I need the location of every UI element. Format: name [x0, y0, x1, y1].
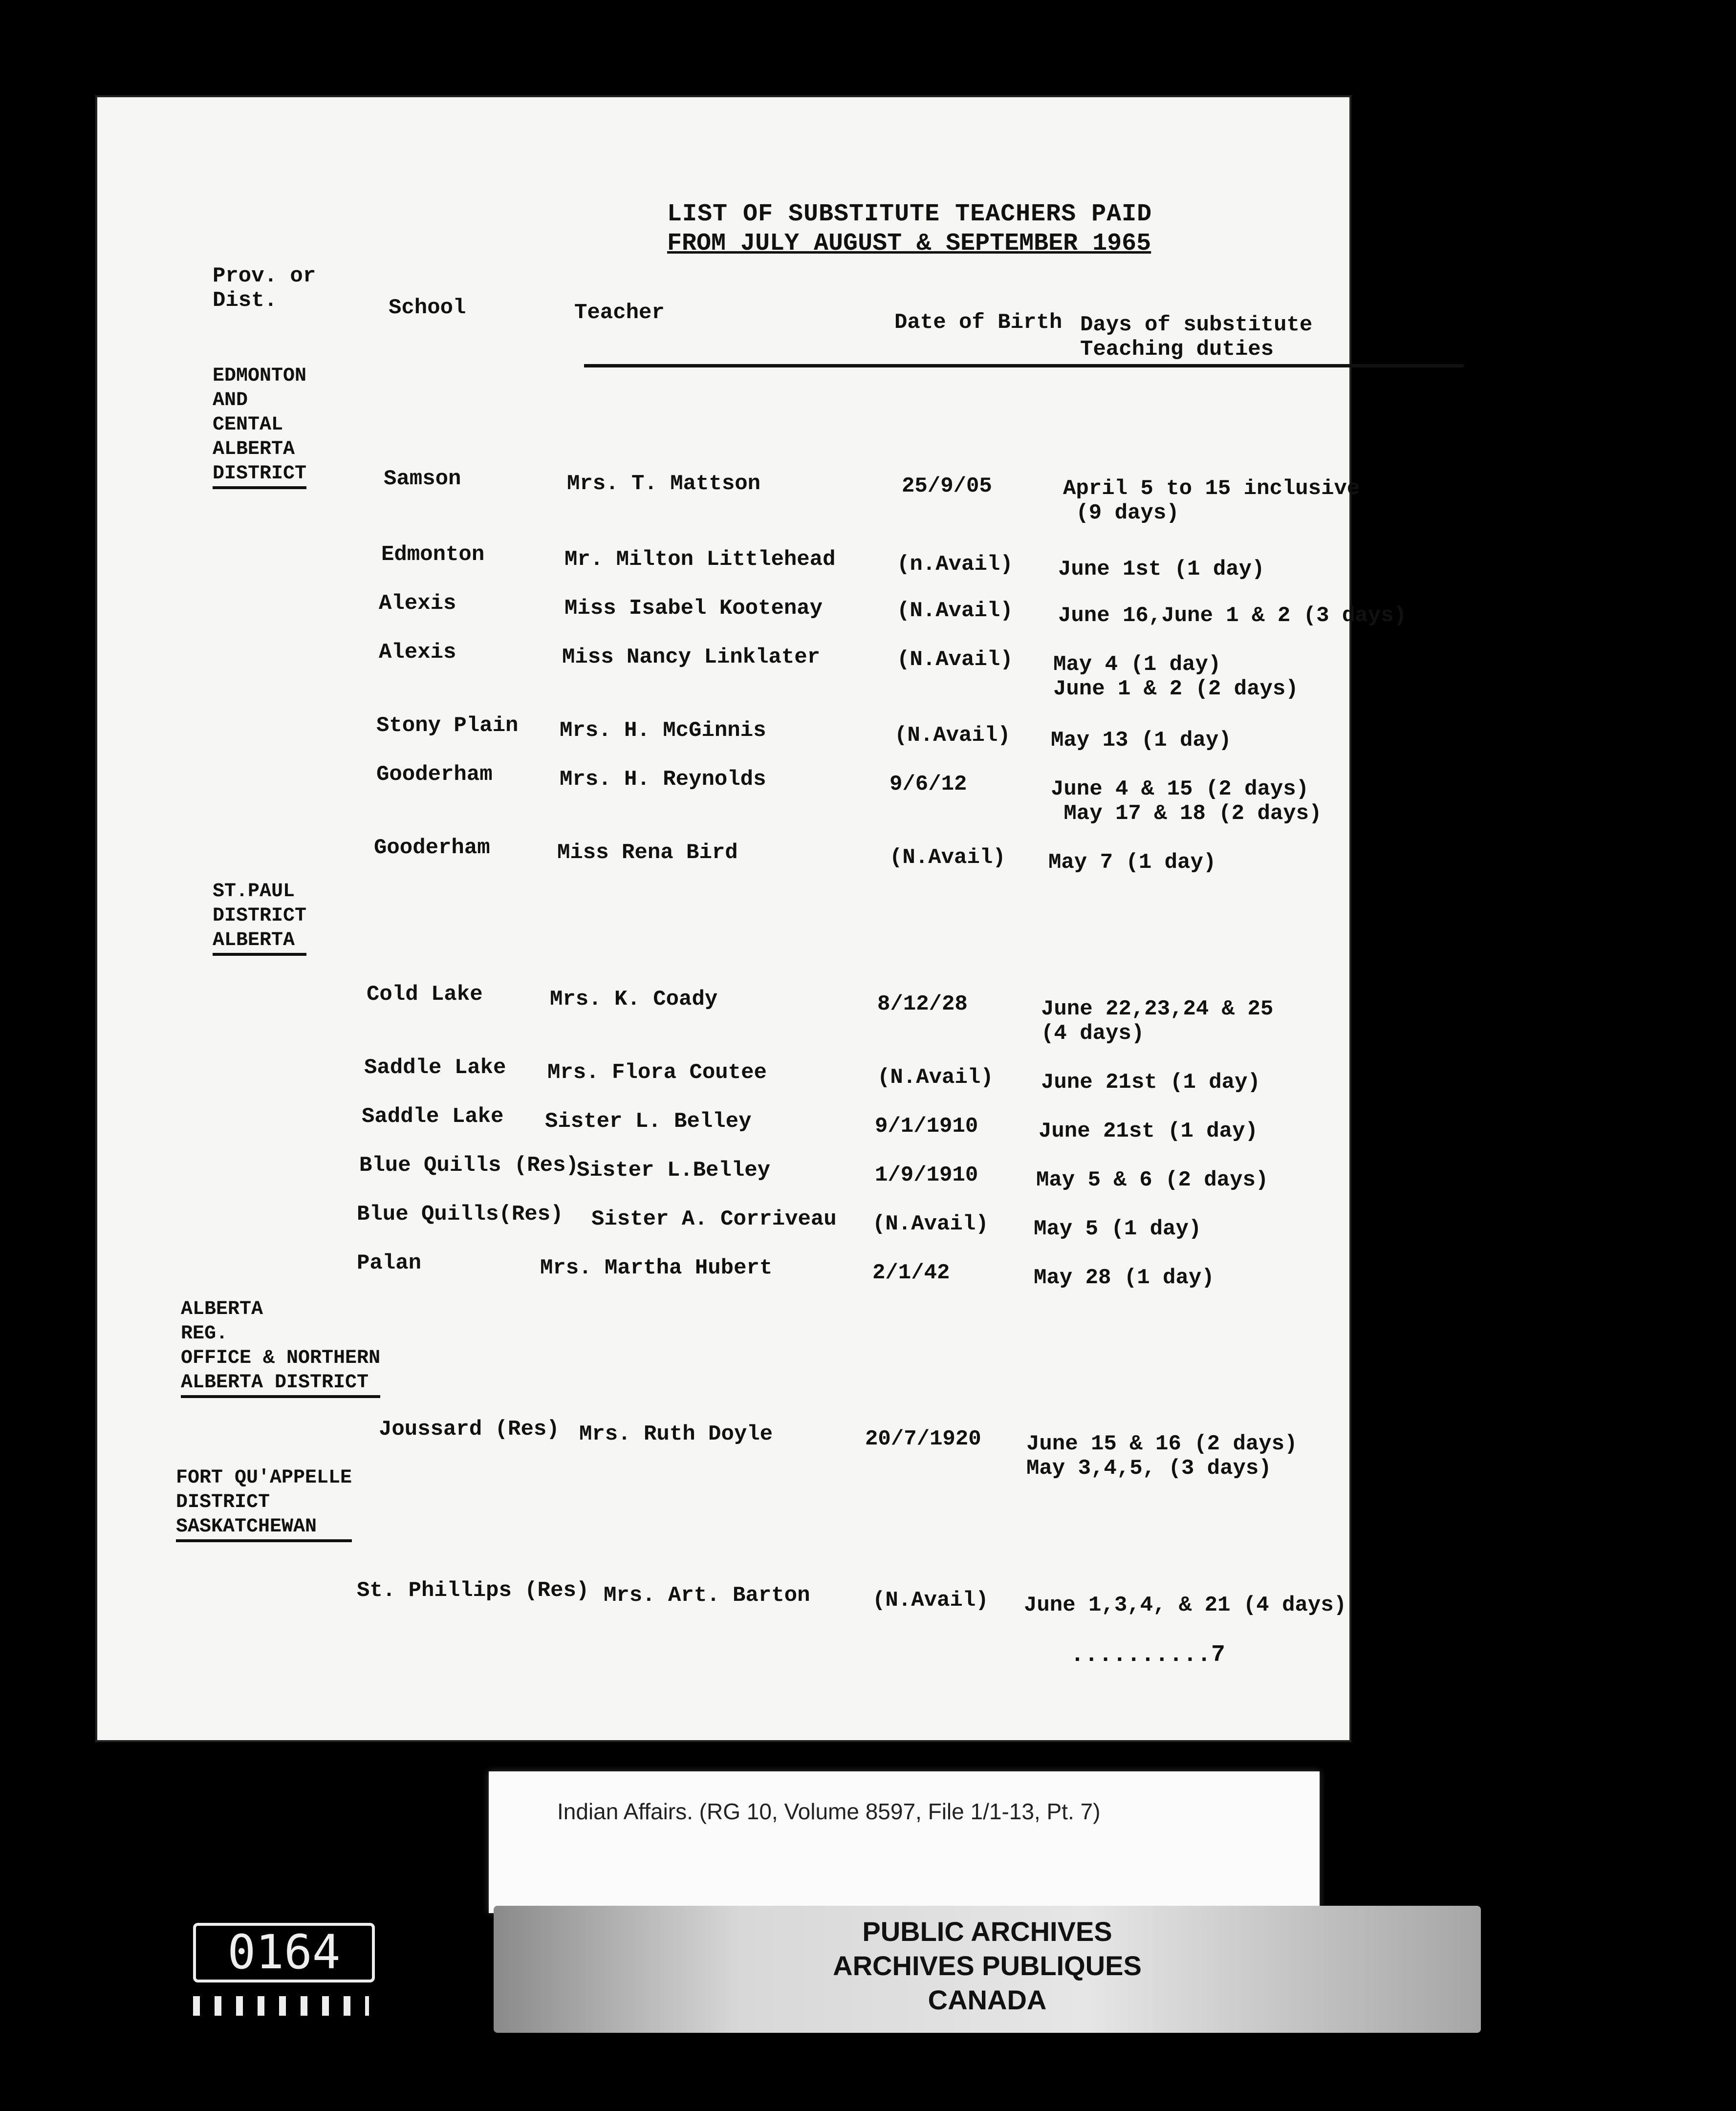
document-title: LIST OF SUBSTITUTE TEACHERS PAID — [667, 200, 1152, 228]
page-footer: ..........7 — [1070, 1642, 1225, 1668]
film-ticks — [193, 1996, 369, 2016]
document-subtitle: FROM JULY AUGUST & SEPTEMBER 1965 — [667, 230, 1151, 258]
document-page: LIST OF SUBSTITUTE TEACHERS PAID FROM JULY AUGUST & SEPTEMBER 1965 Prov. or Dist. School Teacher Date of Birth Days of substitute Teaching duties EDMONTON AND CENTAL ALBERTA DISTRICT ST.PAUL DISTRICT ALBERTA ALBERTA REG. OFFICE & NORTHERN ALBERTA DISTRICT FORT QU'APPELLE DISTRICT SASKATCHEWAN Samson Mrs. T. Mattson 25/9/05 April 5 to 15 inclusive (9 days) Edmonton Mr. Milton Littlehead (n.Avail) June 1st (1 day) Alexis Miss Isabel Kootenay (N.Avail) June 16,June 1 & 2 (3 days) Alexis Miss Nancy Linklater (N.Avail) May 4 (1 day) June 1 & 2 (2 days) Stony Plain Mrs. H. McGinnis (N.Avail) May 13 (1 day) Gooderham Mrs. H. Reynolds 9/6/12 June 4 & 15 (2 days) May 17 & 18 (2 days) Gooderham Miss Rena Bird (N.Avail) May 7 (1 day) Cold Lake Mrs. K. Coady 8/12/28 June 22,23,24 & 25 (4 days) Saddle Lake Mrs. Flora Coutee (N.Avail) June 21st (1 day) Saddle Lake Sister L. Belley 9/1/1910 June 21st (1 day) Blue Quills (Res) Sister L.Belley 1/9/1910 May 5 & 6 (2 days) Blue Quills(Res) Sister A. Corriveau (N.Avail) May 5 (1 day) Palan Mrs. Martha Hubert 2/1/42 May 28 (1 day) Joussard (Res) Mrs. Ruth Doyle 20/7/1920 June 15 & 16 (2 days) May 3,4,5, (3 days) St. Phillips (Res) Mrs. Art. Barton (N.Avail) June 1,3,4, & 21 (4 days) ..........7 — [95, 95, 1351, 1742]
archives-stamp — [494, 1906, 1481, 2033]
district-alberta-reg: ALBERTA REG. OFFICE & NORTHERN ALBERTA DISTRICT — [181, 1297, 380, 1398]
archive-reference-text: Indian Affairs. (RG 10, Volume 8597, File 1/1-13, Pt. 7) — [557, 1799, 1101, 1824]
header-days: Days of substitute Teaching duties — [1080, 313, 1313, 362]
stamp-line-3: CANADA — [928, 1984, 1047, 2015]
district-edmonton: EDMONTON AND CENTAL ALBERTA DISTRICT — [213, 364, 306, 489]
header-teacher: Teacher — [574, 301, 665, 325]
district-fort-quappelle: FORT QU'APPELLE DISTRICT SASKATCHEWAN — [176, 1466, 352, 1542]
frame-number: 0164 — [193, 1923, 375, 1982]
header-dob: Date of Birth — [894, 310, 1063, 335]
header-school: School — [389, 296, 466, 320]
archive-reference-note — [489, 1771, 1320, 1913]
stamp-line-2: ARCHIVES PUBLIQUES — [833, 1950, 1142, 1981]
district-st-paul: ST.PAUL DISTRICT ALBERTA — [213, 880, 306, 956]
stamp-line-1: PUBLIC ARCHIVES — [862, 1916, 1112, 1947]
header-prov: Prov. or Dist. — [213, 264, 316, 313]
header-rule — [584, 364, 1464, 367]
